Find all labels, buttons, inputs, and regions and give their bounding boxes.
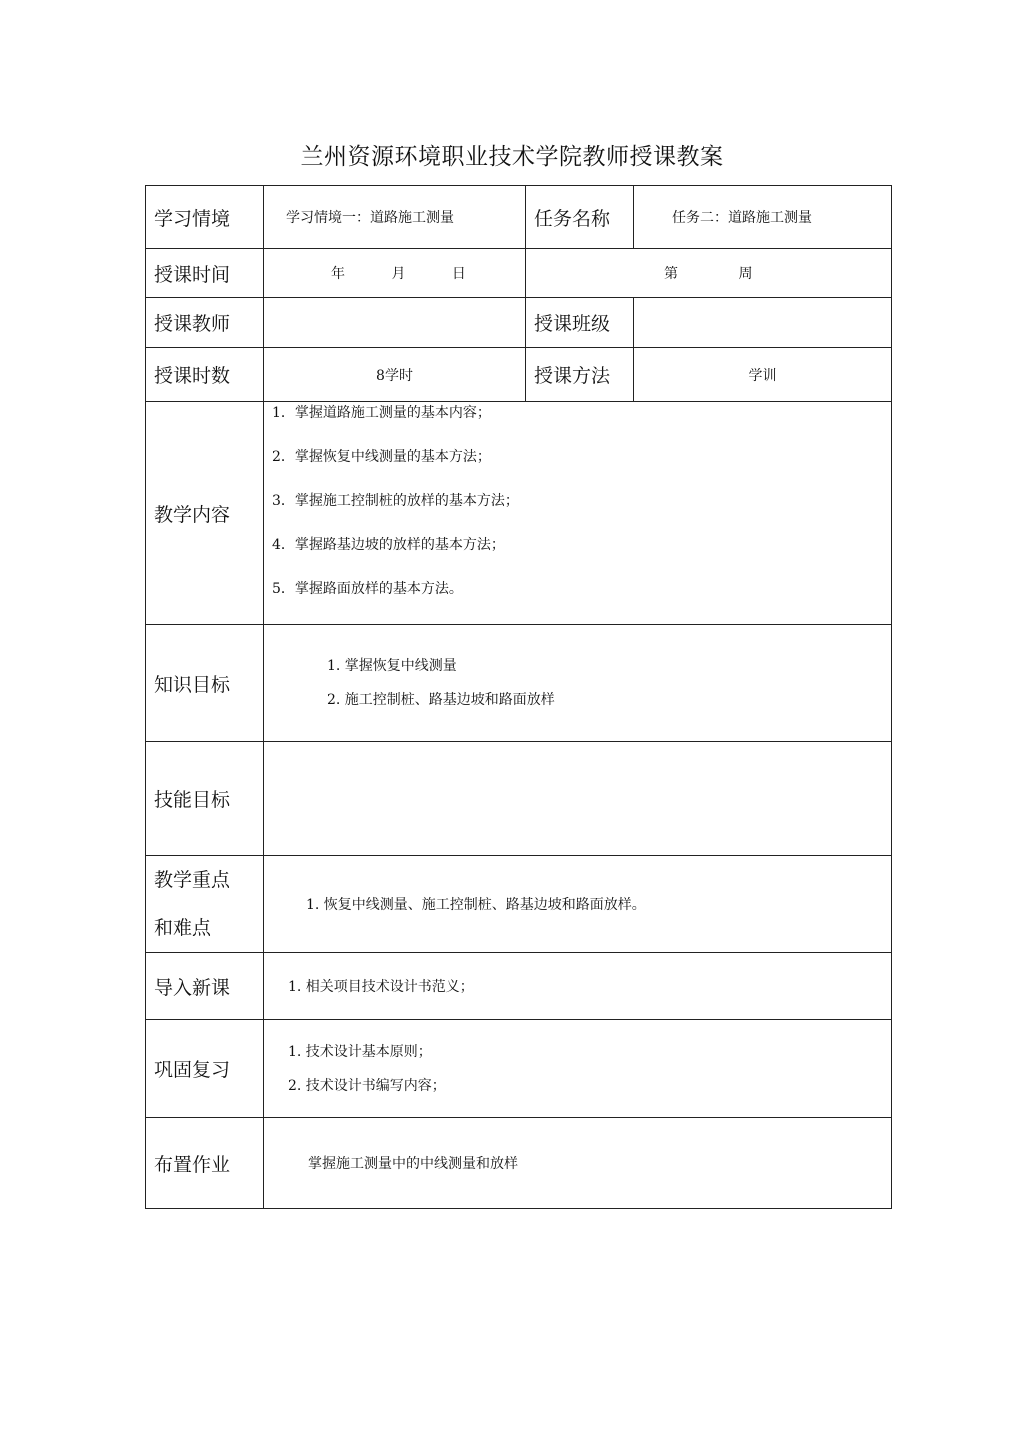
week-suffix: 周 xyxy=(738,266,753,282)
label-keypoints xyxy=(146,856,264,953)
date-day: 日 xyxy=(451,266,466,282)
value-knowledge xyxy=(264,625,892,742)
value-homework: 掌握施工测量中的中线测量和放样 xyxy=(264,1118,892,1209)
row-content xyxy=(146,402,892,625)
value-hours: 8学时 xyxy=(264,348,526,402)
value-week xyxy=(526,249,892,298)
value-situation: 学习情境一：道路施工测量 xyxy=(264,186,526,249)
content-item: 1．掌握道路施工测量的基本内容； xyxy=(272,405,491,421)
content-list xyxy=(272,391,891,611)
row-knowledge xyxy=(146,625,892,742)
content-item: 4．掌握路基边坡的放样的基本方法； xyxy=(272,537,505,553)
label-keypoints-line1: 教学重点 xyxy=(154,869,231,891)
label-method: 授课方法 xyxy=(526,348,634,402)
row-keypoints xyxy=(146,856,892,953)
value-method: 学训 xyxy=(634,348,892,402)
value-keypoints: 1. 恢复中线测量、施工控制桩、路基边坡和路面放样。 xyxy=(264,856,892,953)
label-time: 授课时间 xyxy=(146,249,264,298)
date-month: 月 xyxy=(391,266,406,282)
label-keypoints-line2: 和难点 xyxy=(154,917,212,939)
row-homework xyxy=(146,1118,892,1209)
label-teacher: 授课教师 xyxy=(146,298,264,348)
label-knowledge: 知识目标 xyxy=(146,625,264,742)
label-content: 教学内容 xyxy=(146,402,264,625)
label-class: 授课班级 xyxy=(526,298,634,348)
date-year: 年 xyxy=(331,266,345,282)
label-review: 巩固复习 xyxy=(146,1020,264,1118)
row-situation xyxy=(146,186,892,249)
label-homework: 布置作业 xyxy=(146,1118,264,1209)
label-skill: 技能目标 xyxy=(146,742,264,856)
label-intro: 导入新课 xyxy=(146,953,264,1020)
row-intro xyxy=(146,953,892,1020)
value-intro: 1. 相关项目技术设计书范义； xyxy=(264,953,892,1020)
lesson-plan-table xyxy=(145,185,892,1209)
review-item: 1. 技术设计基本原则； xyxy=(288,1043,432,1060)
value-task-name: 任务二：道路施工测量 xyxy=(634,186,892,249)
value-review xyxy=(264,1020,892,1118)
page-title: 兰州资源环境职业技术学院教师授课教案 xyxy=(300,144,724,170)
content-item: 5．掌握路面放样的基本方法。 xyxy=(272,581,463,597)
value-class xyxy=(634,298,892,348)
knowledge-list xyxy=(327,649,891,717)
row-review xyxy=(146,1020,892,1118)
value-teacher xyxy=(264,298,526,348)
label-situation: 学习情境 xyxy=(146,186,264,249)
value-date xyxy=(264,249,526,298)
week-prefix: 第 xyxy=(664,266,678,282)
row-skill xyxy=(146,742,892,856)
content-item: 2．掌握恢复中线测量的基本方法； xyxy=(272,449,491,465)
row-time xyxy=(146,249,892,298)
value-skill xyxy=(264,742,892,856)
label-hours: 授课时数 xyxy=(146,348,264,402)
content-item: 3．掌握施工控制桩的放样的基本方法； xyxy=(272,493,519,509)
row-teacher xyxy=(146,298,892,348)
review-list xyxy=(288,1035,891,1103)
knowledge-item: 2. 施工控制桩、路基边坡和路面放样 xyxy=(327,692,555,708)
value-content xyxy=(264,402,892,625)
knowledge-item: 1. 掌握恢复中线测量 xyxy=(327,658,457,674)
review-item: 2. 技术设计书编写内容； xyxy=(288,1077,446,1094)
label-task-name: 任务名称 xyxy=(526,186,634,249)
